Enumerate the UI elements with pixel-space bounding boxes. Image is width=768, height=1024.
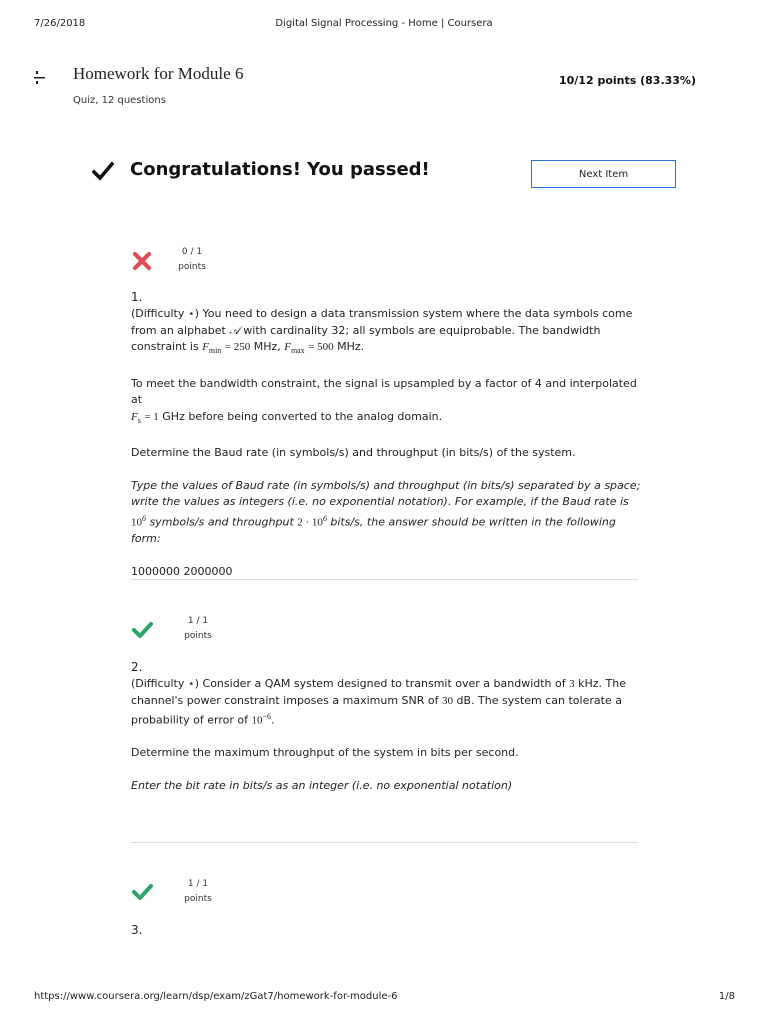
checkmark-icon [92,160,114,182]
question-1-points: 0 / 1 points [178,247,206,272]
question-2-paragraph: (Difficulty ⋆) Consider a QAM system designed to transmit over a bandwidth of 3 kHz. The channel's power constraint imposes a maximum SNR of 30 dB. The system can tolerate a probability of error of $10^{-6}$. [131,677,627,727]
pass-message: Congratulations! You passed! [130,159,430,180]
question-1-instructions: Type the values of Baud rate (in symbols/s) and throughput (in bits/s) separated by a space; write the values as integers (i.e. no exponential notation). For example, if the Baud rate is $10^6$ symbols/s and throughput $2 \cdot 10^6$ bits/s, the answer should be written in the following form: [131,478,641,546]
collapse-nav-icon[interactable] [34,70,46,86]
question-2-points: 1 / 1 points [184,616,212,641]
print-url: https://www.coursera.org/learn/dsp/exam/zGat7/homework-for-module-6 [34,991,398,1002]
question-1-number: 1. [131,290,143,304]
question-2-paragraph: Determine the maximum throughput of the system in bits per second. [131,746,519,760]
question-1-paragraph: (Difficulty ⋆) You need to design a data transmission system where the data symbols come from an alphabet 𝒜 with cardinality 32; all symbols are equiprobable. The bandwidth constraint is $F_{min} = 250$ MHz, $F_{max} = 500$ MHz. [131,307,633,356]
question-3-points: 1 / 1 points [184,879,212,904]
quiz-title: Homework for Module 6 [73,64,244,83]
question-1-paragraph: To meet the bandwidth constraint, the signal is upsampled by a factor of 4 and interpolated at $F_s = 1$ GHz before being converted to the analog domain. [131,376,637,425]
question-3-number: 3. [131,923,143,937]
quiz-subtitle: Quiz, 12 questions [73,95,166,106]
question-2-body [131,676,641,810]
print-date: 7/26/2018 [34,18,86,29]
next-item-button[interactable]: Next Item [531,160,676,188]
question-1-example-answer: 1000000 2000000 [131,564,233,578]
question-1-paragraph: Determine the Baud rate (in symbols/s) and throughput (in bits/s) of the system. [131,446,576,460]
question-1-body [131,306,641,596]
checkmark-icon [131,619,153,641]
cross-icon [131,250,153,272]
question-divider [131,842,638,843]
print-page-number: 1/8 [718,991,735,1002]
question-2-number: 2. [131,660,143,674]
print-page-title: Digital Signal Processing - Home | Coursera [275,18,493,29]
checkmark-icon [131,881,153,903]
question-2-instructions: Enter the bit rate in bits/s as an integer (i.e. no exponential notation) [131,778,513,792]
quiz-score: 10/12 points (83.33%) [558,74,696,87]
question-divider [131,579,638,580]
